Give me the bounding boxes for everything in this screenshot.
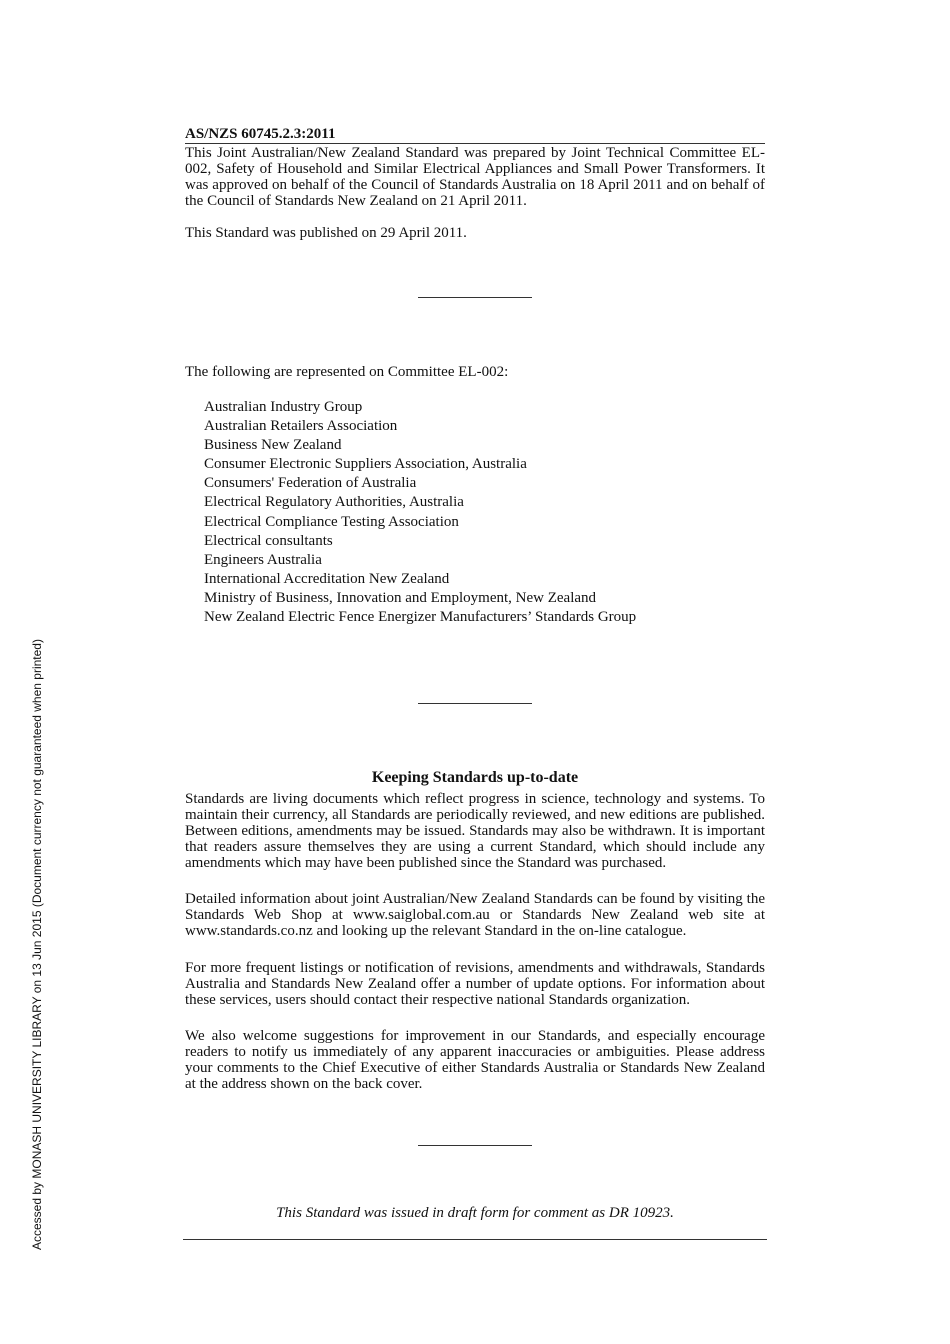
section-divider-3 bbox=[418, 1145, 532, 1146]
keeping-standards-heading: Keeping Standards up-to-date bbox=[371, 769, 579, 786]
committee-member-list bbox=[204, 398, 764, 627]
committee-member: Engineers Australia bbox=[204, 551, 322, 568]
committee-intro: The following are represented on Committee EL-002: bbox=[185, 364, 509, 380]
keeping-paragraph-4: We also welcome suggestions for improvement in our Standards, and especially encourage readers to notify us immediately of any apparent inaccuracies or ambiguities. Please address your comments to the Chief Executive of either Standards Australia or Standards New Zealand at the address shown on the back cover. bbox=[185, 1028, 765, 1092]
committee-member: International Accreditation New Zealand bbox=[204, 570, 450, 587]
committee-member: Consumers' Federation of Australia bbox=[204, 475, 417, 492]
keeping-paragraph-1: Standards are living documents which reflect progress in science, technology and systems. To maintain their currency, all Standards are periodically reviewed, and new editions are published. Between editions, amendments may be issued. Standards may also be withdrawn. It is important that readers assure themselves they are using a current Standard, which should include any amendments which may have been published since the Standard was purchased. bbox=[185, 791, 765, 871]
committee-member: Consumer Electronic Suppliers Association, Australia bbox=[204, 456, 527, 473]
committee-member: Australian Retailers Association bbox=[204, 418, 398, 435]
preparation-statement: This Joint Australian/New Zealand Standard was prepared by Joint Technical Committee EL-002, Safety of Household and Similar Electrical Appliances and Small Power Transformers. It was approved on behalf of the Council of Standards Australia on 18 April 2011 and on behalf of the Council of Standards New Zealand on 21 April 2011. bbox=[185, 145, 765, 209]
committee-member: Electrical consultants bbox=[204, 532, 333, 549]
committee-member: Electrical Compliance Testing Association bbox=[204, 513, 459, 530]
committee-member: New Zealand Electric Fence Energizer Manufacturers’ Standards Group bbox=[204, 609, 637, 626]
committee-member: Ministry of Business, Innovation and Employment, New Zealand bbox=[204, 589, 597, 606]
standard-number: AS/NZS 60745.2.3:2011 bbox=[185, 126, 765, 144]
access-margin-note: Accessed by MONASH UNIVERSITY LIBRARY on 13 Jun 2015 (Document currency not guaranteed when printed) bbox=[30, 639, 44, 1250]
footer-rule bbox=[183, 1239, 767, 1240]
keeping-paragraph-3: For more frequent listings or notification of revisions, amendments and withdrawals, Standards Australia and Standards New Zealand offer a number of update options. For information about these services, users should contact their respective national Standards organization. bbox=[185, 960, 765, 1008]
committee-member: Business New Zealand bbox=[204, 437, 342, 454]
section-divider-2 bbox=[418, 703, 532, 704]
publication-date-statement: This Standard was published on 29 April 2011. bbox=[185, 225, 467, 241]
committee-member: Australian Industry Group bbox=[204, 399, 363, 415]
keeping-paragraph-2: Detailed information about joint Australian/New Zealand Standards can be found by visiting the Standards Web Shop at www.saiglobal.com.au or Standards New Zealand web site at www.standards.co.nz and looking up the relevant Standard in the on-line catalogue. bbox=[185, 891, 765, 939]
draft-note: This Standard was issued in draft form for comment as DR 10923. bbox=[276, 1205, 674, 1221]
committee-member: Electrical Regulatory Authorities, Australia bbox=[204, 494, 464, 511]
section-divider-1 bbox=[418, 297, 532, 298]
